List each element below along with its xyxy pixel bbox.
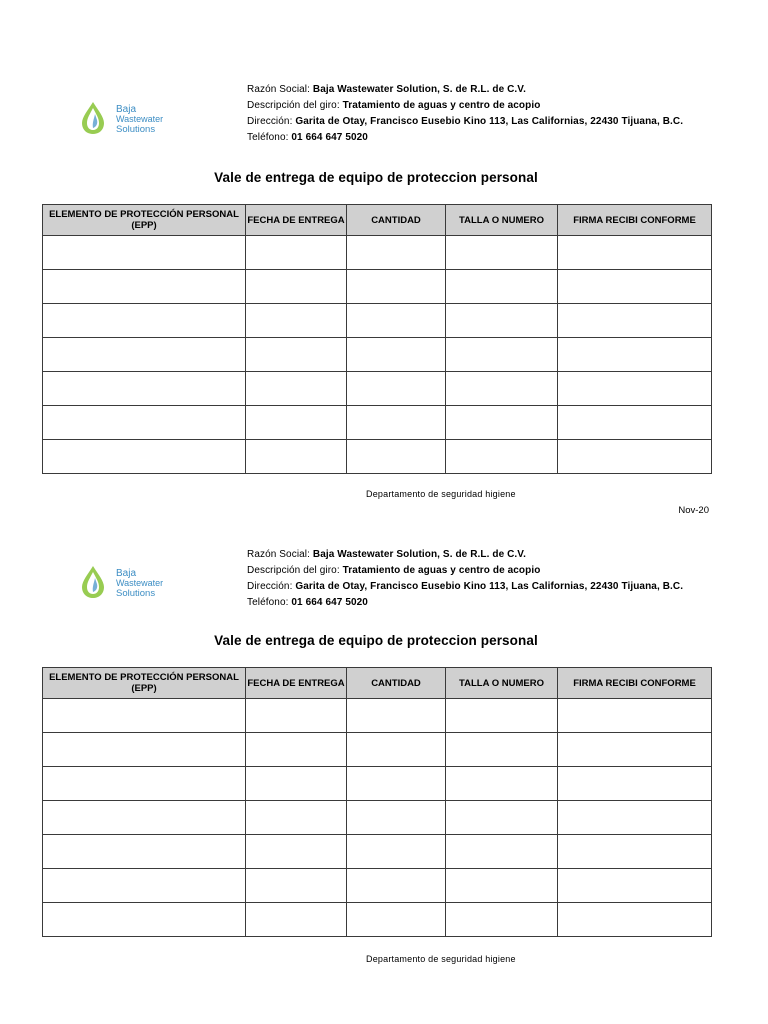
cell-cantidad[interactable] [347,699,446,733]
date-label: Nov-20 [678,505,709,516]
cell-cantidad[interactable] [347,338,446,372]
table-header-row [43,205,712,236]
cell-firma[interactable] [558,869,712,903]
cell-fecha[interactable] [246,236,347,270]
table-row [43,338,712,372]
cell-firma[interactable] [558,835,712,869]
cell-epp[interactable] [43,304,246,338]
cell-firma[interactable] [558,801,712,835]
cell-fecha[interactable] [246,406,347,440]
header-fecha: FECHA DE ENTREGA [246,205,347,236]
table-row [43,801,712,835]
table-row [43,236,712,270]
header-fecha: FECHA DE ENTREGA [246,668,347,699]
cell-talla[interactable] [446,801,558,835]
cell-epp[interactable] [43,236,246,270]
table-row [43,767,712,801]
cell-epp[interactable] [43,270,246,304]
cell-fecha[interactable] [246,801,347,835]
table-header-row [43,668,712,699]
svg-text:Baja: Baja [116,104,137,115]
cell-firma[interactable] [558,440,712,474]
header-talla: TALLA O NUMERO [446,205,558,236]
cell-fecha[interactable] [246,372,347,406]
cell-talla[interactable] [446,733,558,767]
epp-table [42,667,712,937]
header-firma: FIRMA RECIBI CONFORME [558,205,712,236]
cell-fecha[interactable] [246,699,347,733]
cell-cantidad[interactable] [347,903,446,937]
cell-talla[interactable] [446,869,558,903]
header-cantidad: CANTIDAD [347,205,446,236]
cell-fecha[interactable] [246,338,347,372]
cell-firma[interactable] [558,406,712,440]
table-row [43,733,712,767]
razon-social-row: Razón Social: Baja Wastewater Solution, S. de R.L. de C.V. [247,549,527,560]
cell-firma[interactable] [558,767,712,801]
svg-text:Solutions: Solutions [116,124,156,135]
epp-table-body [43,236,712,474]
cell-cantidad[interactable] [347,304,446,338]
telefono-row: Teléfono: 01 664 647 5020 [247,132,368,143]
cell-talla[interactable] [446,835,558,869]
cell-fecha[interactable] [246,835,347,869]
cell-epp[interactable] [43,767,246,801]
cell-cantidad[interactable] [347,372,446,406]
table-row [43,406,712,440]
cell-epp[interactable] [43,801,246,835]
svg-text:Wastewater: Wastewater [116,114,164,124]
cell-firma[interactable] [558,236,712,270]
company-info [247,547,683,611]
cell-fecha[interactable] [246,440,347,474]
header-talla: TALLA O NUMERO [446,668,558,699]
form-title: Vale de entrega de equipo de proteccion personal [214,170,538,185]
cell-firma[interactable] [558,338,712,372]
header-epp: ELEMENTO DE PROTECCIÓN PERSONAL (EPP) [43,668,246,699]
svg-text:Baja: Baja [116,568,137,579]
cell-firma[interactable] [558,733,712,767]
direccion-row: Dirección: Garita de Otay, Francisco Eusebio Kino 113, Las Californias, 22430 Tijuana, B.C. [247,581,684,592]
table-row [43,304,712,338]
cell-fecha[interactable] [246,767,347,801]
cell-epp[interactable] [43,372,246,406]
svg-text:Solutions: Solutions [116,588,156,599]
company-logo [80,100,180,140]
cell-firma[interactable] [558,270,712,304]
cell-talla[interactable] [446,304,558,338]
table-row [43,869,712,903]
epp-table-body [43,699,712,937]
cell-firma[interactable] [558,372,712,406]
cell-cantidad[interactable] [347,236,446,270]
header-epp: ELEMENTO DE PROTECCIÓN PERSONAL (EPP) [43,205,246,236]
direccion-row: Dirección: Garita de Otay, Francisco Eusebio Kino 113, Las Californias, 22430 Tijuana, B.C. [247,116,684,127]
cell-cantidad[interactable] [347,270,446,304]
cell-epp[interactable] [43,338,246,372]
cell-fecha[interactable] [246,304,347,338]
table-row [43,440,712,474]
table-row [43,835,712,869]
telefono-row: Teléfono: 01 664 647 5020 [247,597,368,608]
cell-epp[interactable] [43,903,246,937]
table-row [43,270,712,304]
cell-cantidad[interactable] [347,406,446,440]
cell-fecha[interactable] [246,733,347,767]
svg-text:Wastewater: Wastewater [116,578,164,588]
header-cantidad: CANTIDAD [347,668,446,699]
cell-fecha[interactable] [246,270,347,304]
cell-firma[interactable] [558,699,712,733]
cell-epp[interactable] [43,869,246,903]
table-row [43,903,712,937]
giro-row: Descripción del giro: Tratamiento de aguas y centro de acopio [247,565,541,576]
cell-epp[interactable] [43,733,246,767]
epp-table [42,204,712,474]
cell-talla[interactable] [446,903,558,937]
cell-epp[interactable] [43,406,246,440]
department-label: Departamento de seguridad higiene [366,489,516,499]
giro-row: Descripción del giro: Tratamiento de aguas y centro de acopio [247,100,541,111]
cell-cantidad[interactable] [347,767,446,801]
cell-fecha[interactable] [246,903,347,937]
cell-talla[interactable] [446,338,558,372]
department-label: Departamento de seguridad higiene [366,954,516,964]
water-drop-icon [80,564,180,604]
table-row [43,699,712,733]
cell-epp[interactable] [43,835,246,869]
table-row [43,372,712,406]
company-info [247,82,683,146]
cell-cantidad[interactable] [347,440,446,474]
cell-cantidad[interactable] [347,733,446,767]
cell-talla[interactable] [446,270,558,304]
cell-epp[interactable] [43,699,246,733]
cell-talla[interactable] [446,406,558,440]
company-logo [80,564,180,604]
cell-talla[interactable] [446,372,558,406]
header-firma: FIRMA RECIBI CONFORME [558,668,712,699]
form-title: Vale de entrega de equipo de proteccion personal [214,633,538,648]
razon-social-row: Razón Social: Baja Wastewater Solution, S. de R.L. de C.V. [247,84,527,95]
cell-talla[interactable] [446,699,558,733]
cell-cantidad[interactable] [347,801,446,835]
cell-talla[interactable] [446,440,558,474]
cell-talla[interactable] [446,767,558,801]
cell-cantidad[interactable] [347,869,446,903]
cell-firma[interactable] [558,304,712,338]
cell-epp[interactable] [43,440,246,474]
water-drop-icon [80,100,180,140]
cell-talla[interactable] [446,236,558,270]
cell-firma[interactable] [558,903,712,937]
cell-fecha[interactable] [246,869,347,903]
cell-cantidad[interactable] [347,835,446,869]
